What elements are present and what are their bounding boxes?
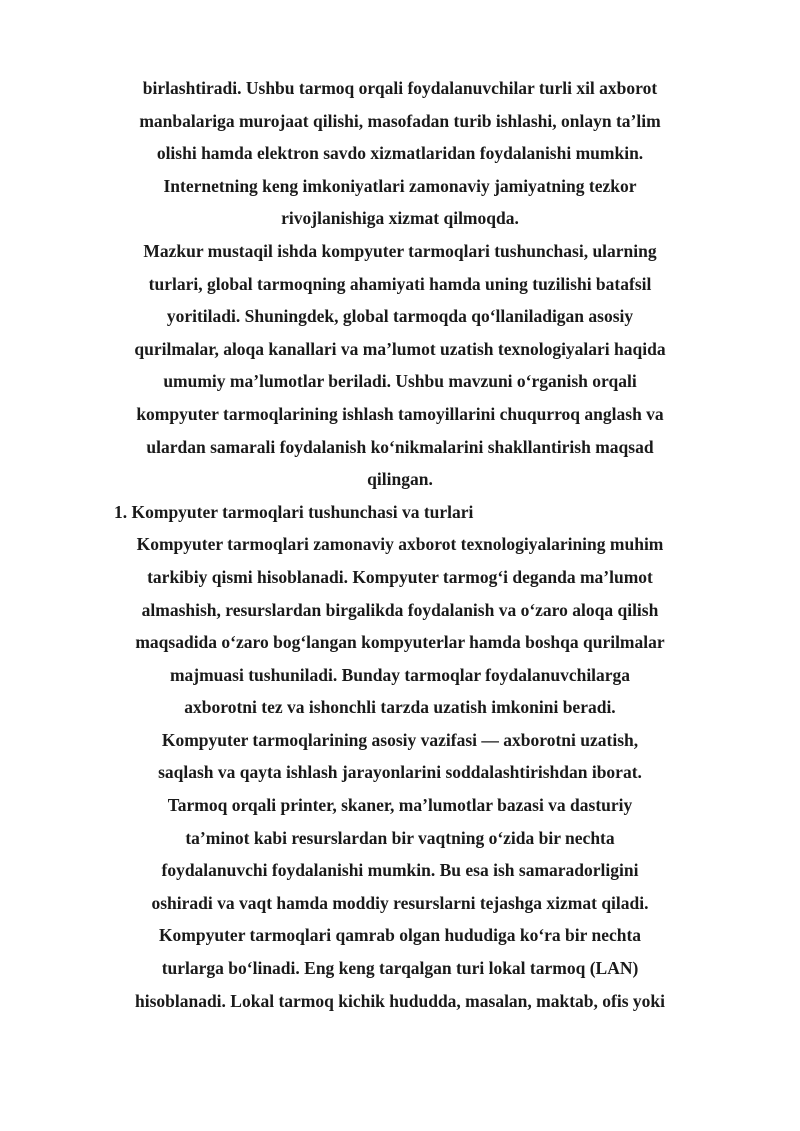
text-line: Mazkur mustaqil ishda kompyuter tarmoqlari tushunchasi, ularning — [143, 240, 657, 261]
text-line: turlari, global tarmoqning ahamiyati hamda uning tuzilishi batafsil — [148, 273, 652, 294]
text-line: qilingan. — [367, 469, 433, 490]
text-line: saqlash va qayta ishlash jarayonlarini soddalashtirishdan iborat. — [158, 762, 642, 783]
text-line: umumiy ma’lumotlar beriladi. Ushbu mavzuni o‘rganish orqali — [163, 371, 637, 392]
text-line: olishi hamda elektron savdo xizmatlaridan foydalanishi mumkin. — [156, 143, 644, 164]
text-line: almashish, resurslardan birgalikda foydalanish va o‘zaro aloqa qilish — [141, 599, 659, 620]
document-body — [114, 72, 686, 1017]
text-line: kompyuter tarmoqlarining ishlash tamoyillarini chuqurroq anglash va — [136, 403, 664, 424]
text-line: maqsadida o‘zaro bog‘langan kompyuterlar hamda boshqa qurilmalar — [135, 632, 665, 653]
text-line: foydalanuvchi foydalanishi mumkin. Bu esa ish samaradorligini — [161, 860, 639, 881]
text-line: Tarmoq orqali printer, skaner, ma’lumotlar bazasi va dasturiy — [167, 795, 633, 816]
text-line: birlashtiradi. Ushbu tarmoq orqali foydalanuvchilar turli xil axborot — [142, 78, 658, 98]
text-line: hisoblanadi. Lokal tarmoq kichik hududda, masalan, maktab, ofis yoki — [134, 990, 666, 1011]
text-line: tarkibiy qismi hisoblanadi. Kompyuter tarmog‘i deganda ma’lumot — [147, 566, 653, 587]
section-heading: 1. Kompyuter tarmoqlari tushunchasi va turlari — [114, 501, 474, 522]
text-line: rivojlanishiga xizmat qilmoqda. — [281, 208, 519, 229]
text-line: Kompyuter tarmoqlari zamonaviy axborot texnologiyalarining muhim — [136, 534, 664, 555]
text-line: qurilmalar, aloqa kanallari va ma’lumot uzatish texnologiyalari haqida — [134, 338, 666, 359]
text-line: Kompyuter tarmoqlari qamrab olgan hududiga ko‘ra bir nechta — [158, 925, 642, 946]
text-line: Internetning keng imkoniyatlari zamonaviy jamiyatning tezkor — [163, 175, 637, 196]
text-line: majmuasi tushuniladi. Bunday tarmoqlar foydalanuvchilarga — [169, 664, 631, 685]
text-line: turlarga bo‘linadi. Eng keng tarqalgan turi lokal tarmoq (LAN) — [161, 958, 639, 979]
text-line: ta’minot kabi resurslardan bir vaqtning o‘zida bir nechta — [185, 827, 615, 848]
text-line: Kompyuter tarmoqlarining asosiy vazifasi — axborotni uzatish, — [161, 729, 639, 750]
text-line: axborotni tez va ishonchli tarzda uzatish imkonini beradi. — [184, 697, 616, 718]
text-line: yoritiladi. Shuningdek, global tarmoqda qo‘llaniladigan asosiy — [166, 306, 634, 327]
text-line: ulardan samarali foydalanish ko‘nikmalarini shakllantirish maqsad — [146, 436, 654, 457]
text-line: oshiradi va vaqt hamda moddiy resurslarni tejashga xizmat qiladi. — [151, 892, 649, 913]
text-line: manbalariga murojaat qilishi, masofadan turib ishlashi, onlayn ta’lim — [139, 110, 661, 131]
